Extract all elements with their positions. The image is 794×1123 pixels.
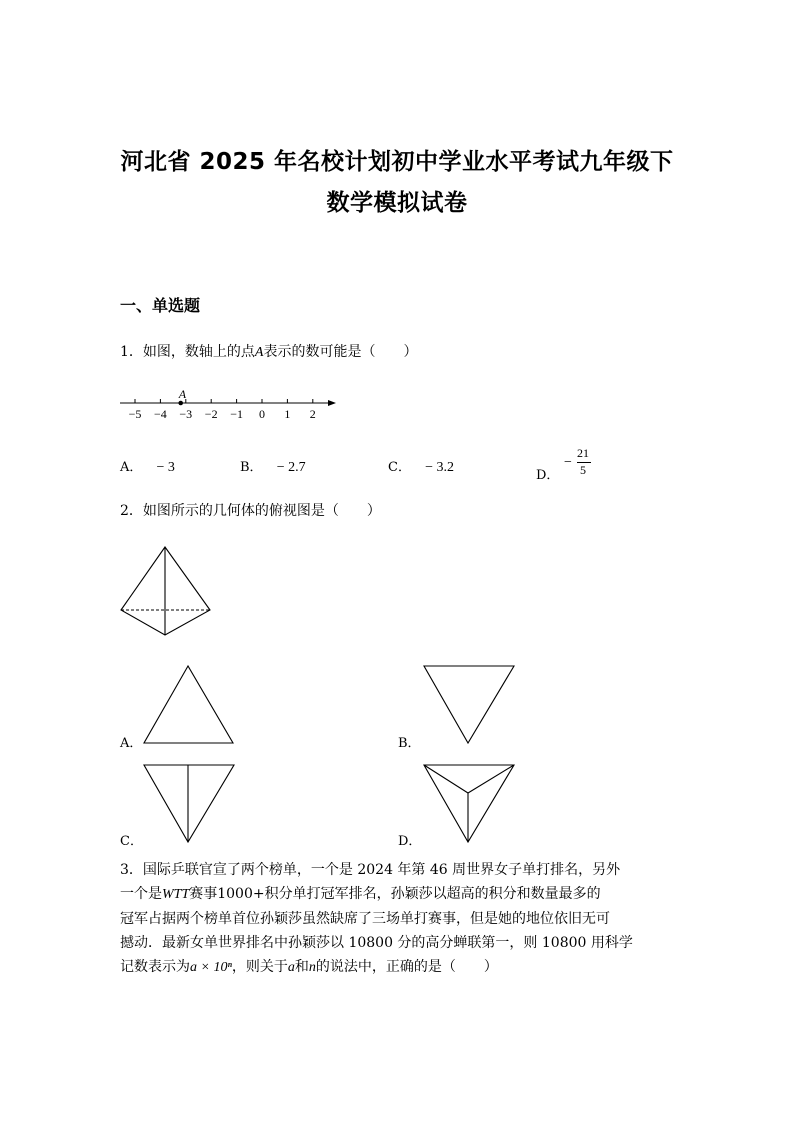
- option-value: − 3.2: [425, 460, 454, 475]
- number-line-figure: [115, 382, 345, 426]
- question-1-stem-post: 表示的数可能是（ ）: [263, 344, 418, 360]
- question-3-stem: [120, 858, 680, 980]
- number-line-tick-label: 0: [259, 407, 265, 421]
- variable-a: a: [287, 960, 295, 975]
- question-3-line-2-pre: 一个是: [120, 886, 162, 902]
- option-value: − 2.7: [276, 460, 306, 475]
- question-3-line-5-pre: 记数表示为: [120, 959, 190, 975]
- number-line-ticks: [129, 399, 316, 421]
- option-value: − 3: [156, 460, 175, 475]
- number-line-point: [178, 401, 183, 406]
- question-3-wtt: WTT: [162, 887, 190, 902]
- option-letter: B．: [240, 460, 263, 475]
- number-line-tick-label: 2: [309, 407, 316, 421]
- number-line-tick-label: −2: [204, 407, 218, 421]
- option-b-figure[interactable]: [420, 662, 520, 748]
- question-3-line-5-mid: ，则关于: [231, 959, 288, 975]
- question-1-option-c[interactable]: [388, 456, 454, 476]
- fraction-denominator: 5: [580, 463, 586, 477]
- question-1-stem-pre: 1．如图，数轴上的点: [120, 344, 255, 360]
- fraction-numerator: 21: [577, 446, 589, 460]
- question-2-option-d[interactable]: D．: [398, 834, 422, 849]
- page-title: 河北省 2025 年名校计划初中学业水平考试九年级下: [120, 149, 674, 175]
- question-1-stem: [120, 340, 417, 365]
- question-3-line-1: 3．国际乒联官宣了两个榜单，一个是 2024 年第 46 周世界女子单打排名，另外: [120, 862, 621, 878]
- question-3-line-4: 撼动．最新女单世界排名中孙颖莎以 10800 分的高分蝉联第一，则 10800 用科学: [120, 935, 633, 951]
- question-3-line-5-and: 和: [294, 959, 309, 975]
- number-line-tick-label: −3: [179, 407, 193, 421]
- question-2-option-c[interactable]: C．: [120, 834, 143, 849]
- option-c-figure[interactable]: [140, 760, 240, 846]
- number-line-tick-label: −1: [230, 407, 243, 421]
- question-1-point-var: A: [254, 345, 264, 360]
- option-letter: A．: [120, 460, 143, 475]
- question-2-option-a[interactable]: A．: [120, 736, 143, 751]
- number-line-tick-label: −5: [128, 407, 142, 421]
- question-2-option-b[interactable]: B．: [398, 736, 421, 751]
- option-letter: C．: [388, 460, 411, 475]
- number-line-tick-label: −4: [154, 407, 167, 421]
- option-letter: D．: [536, 468, 560, 483]
- number-line-tick-label: 1: [284, 407, 291, 421]
- question-2-stem: 2．如图所示的几何体的俯视图是（ ）: [120, 503, 381, 519]
- option-d-figure[interactable]: [420, 760, 520, 846]
- option-a-figure[interactable]: [140, 662, 240, 748]
- question-1-option-b[interactable]: [240, 456, 306, 476]
- page-subtitle: 数学模拟试卷: [326, 190, 468, 216]
- variable-n: n: [308, 960, 316, 975]
- section-heading: 一、单选题: [120, 296, 201, 315]
- question-3-line-3: 冠军占据两个榜单首位孙颖莎虽然缺席了三场单打赛事，但是她的地位依旧无可: [120, 911, 610, 927]
- pyramid-figure: [115, 543, 215, 640]
- number-line-arrow: [328, 400, 336, 406]
- scientific-notation-expression: a × 10ⁿ: [190, 960, 232, 975]
- question-3-line-2-post: 赛事1000+积分单打冠军排名，孙颖莎以超高的积分和数量最多的: [189, 886, 601, 902]
- question-3-line-5-post: 的说法中，正确的是（ ）: [315, 959, 498, 975]
- question-1-option-a[interactable]: [120, 456, 175, 476]
- question-3-line-2: [120, 882, 680, 907]
- question-3-line-5: [120, 955, 680, 980]
- option-value-sign: −: [564, 455, 572, 470]
- number-line-point-label: A: [178, 387, 187, 401]
